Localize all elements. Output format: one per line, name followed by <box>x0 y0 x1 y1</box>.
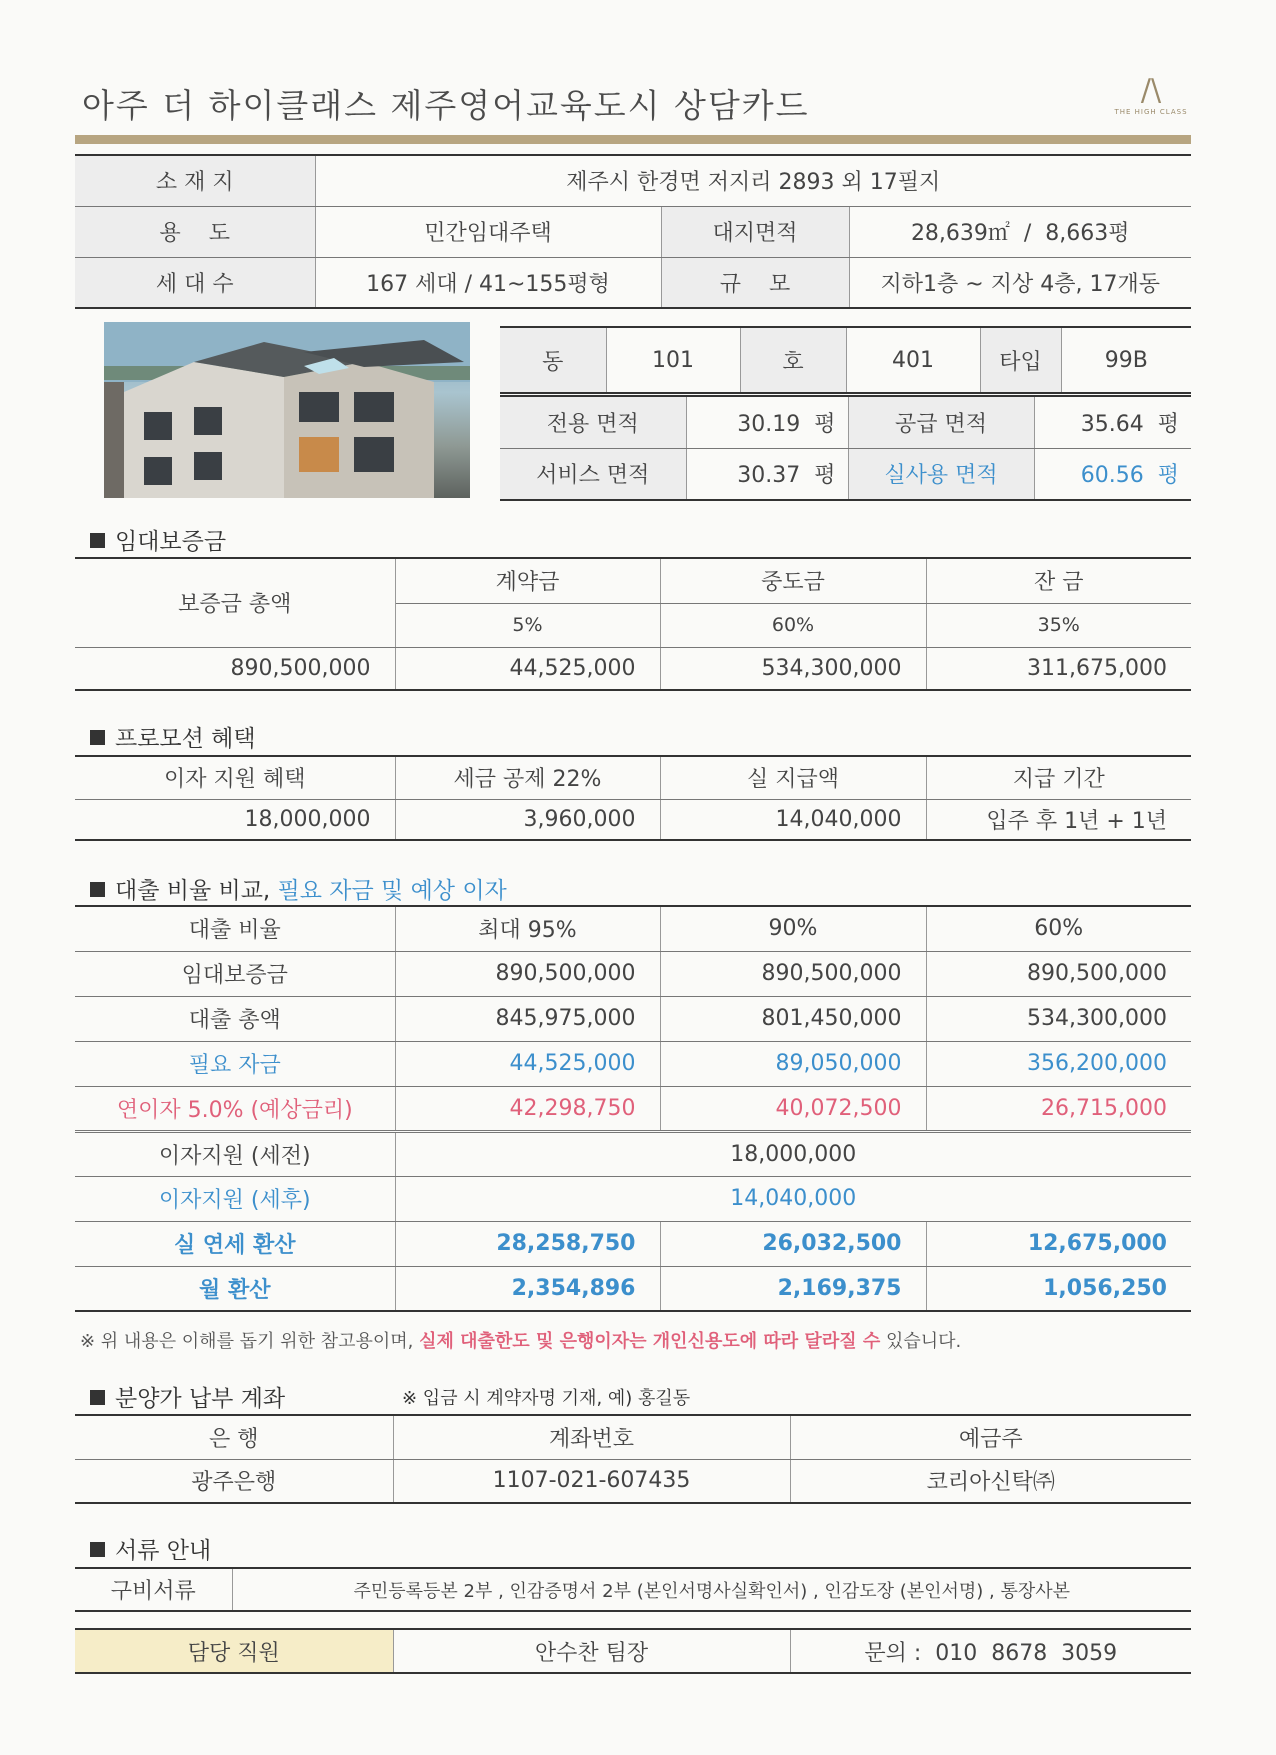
exclusive-area-value: 30.19 평 <box>686 396 848 448</box>
contract-pct: 5% <box>395 603 660 647</box>
promo-header-1: 이자 지원 혜택 <box>75 756 395 799</box>
loan-total-3: 534,300,000 <box>926 996 1191 1041</box>
loan-total-1: 845,975,000 <box>395 996 660 1041</box>
loan-deposit-3: 890,500,000 <box>926 951 1191 996</box>
annual-interest-label: 연이자 5.0% (예상금리) <box>75 1086 395 1131</box>
contract-label: 계약금 <box>395 558 660 603</box>
promo-header-4: 지급 기간 <box>926 756 1191 799</box>
loan-table <box>75 905 1191 1312</box>
deposit-total-value: 890,500,000 <box>75 647 395 690</box>
units-label: 세 대 수 <box>75 257 315 308</box>
logo-mark-icon: /\ <box>1140 73 1162 108</box>
annual-rent-1: 28,258,750 <box>395 1221 660 1266</box>
loan-ratio-label: 대출 비율 <box>75 906 395 951</box>
promo-value-1: 18,000,000 <box>75 799 395 840</box>
units-value: 167 세대 / 41~155평형 <box>315 257 661 308</box>
annual-rent-3: 12,675,000 <box>926 1221 1191 1266</box>
account-section-note: ※ 입금 시 계약자명 기재, 예) 홍길동 <box>402 1388 691 1409</box>
account-number-value: 1107-021-607435 <box>393 1459 790 1503</box>
support-post-label: 이자지원 (세후) <box>75 1176 395 1221</box>
supply-area-label: 공급 면적 <box>848 396 1034 448</box>
building-illustration <box>104 322 470 498</box>
brand-logo <box>1108 74 1194 124</box>
location-value: 제주시 한경면 저지리 2893 외 17필지 <box>315 155 1191 206</box>
bank-value: 광주은행 <box>75 1459 393 1503</box>
loan-deposit-2: 890,500,000 <box>660 951 926 996</box>
service-area-value: 30.37 평 <box>686 448 848 500</box>
promo-section-title: 프로모션 혜택 <box>90 720 256 753</box>
property-info-table <box>75 154 1191 309</box>
loan-section-title: 대출 비율 비교, 필요 자금 및 예상 이자 <box>90 872 507 905</box>
ho-label: 호 <box>740 327 846 393</box>
loan-ratio-1: 최대 95% <box>395 906 660 951</box>
bullet-square-icon <box>90 1390 105 1405</box>
bullet-square-icon <box>90 533 105 548</box>
support-pre-value: 18,000,000 <box>395 1131 1191 1176</box>
loan-deposit-1: 890,500,000 <box>395 951 660 996</box>
land-area-label: 대지면적 <box>661 206 849 257</box>
required-funds-1: 44,525,000 <box>395 1041 660 1086</box>
scale-label: 규 모 <box>661 257 849 308</box>
deposit-table <box>75 557 1191 691</box>
title-divider <box>75 135 1191 144</box>
staff-label: 담당 직원 <box>75 1629 393 1673</box>
dong-label: 동 <box>500 327 606 393</box>
monthly-rent-2: 2,169,375 <box>660 1266 926 1311</box>
promo-header-2: 세금 공제 22% <box>395 756 660 799</box>
account-section-title: 분양가 납부 계좌 <box>90 1380 285 1413</box>
type-label: 타입 <box>980 327 1061 393</box>
bullet-square-icon <box>90 882 105 897</box>
actual-area-value: 60.56 평 <box>1034 448 1191 500</box>
balance-label: 잔 금 <box>926 558 1191 603</box>
logo-wordmark: THE HIGH CLASS <box>1114 108 1188 116</box>
loan-deposit-label: 임대보증금 <box>75 951 395 996</box>
account-table <box>75 1414 1191 1504</box>
loan-ratio-2: 90% <box>660 906 926 951</box>
use-label: 용 도 <box>75 206 315 257</box>
support-post-value: 14,040,000 <box>395 1176 1191 1221</box>
docs-label: 구비서류 <box>75 1568 232 1611</box>
promo-value-3: 14,040,000 <box>660 799 926 840</box>
middle-value: 534,300,000 <box>660 647 926 690</box>
staff-name: 안수찬 팀장 <box>393 1629 790 1673</box>
deposit-total-label: 보증금 총액 <box>75 558 395 647</box>
docs-section-title: 서류 안내 <box>90 1532 211 1565</box>
promo-header-3: 실 지급액 <box>660 756 926 799</box>
account-number-label: 계좌번호 <box>393 1415 790 1459</box>
balance-value: 311,675,000 <box>926 647 1191 690</box>
balance-pct: 35% <box>926 603 1191 647</box>
staff-table <box>75 1628 1191 1674</box>
deposit-section-title: 임대보증금 <box>90 523 226 556</box>
docs-table <box>75 1567 1191 1612</box>
unit-info-table <box>500 326 1191 394</box>
exclusive-area-label: 전용 면적 <box>500 396 686 448</box>
required-funds-2: 89,050,000 <box>660 1041 926 1086</box>
contract-value: 44,525,000 <box>395 647 660 690</box>
promo-value-4: 입주 후 1년 + 1년 <box>926 799 1191 840</box>
support-pre-label: 이자지원 (세전) <box>75 1131 395 1176</box>
staff-contact: 문의 : 010 8678 3059 <box>790 1629 1191 1673</box>
docs-value: 주민등록등본 2부 , 인감증명서 2부 (본인서명사실확인서) , 인감도장 (본인서명) , 통장사본 <box>232 1568 1191 1611</box>
type-value: 99B <box>1061 327 1191 393</box>
land-area-value: 28,639㎡ / 8,663평 <box>849 206 1191 257</box>
dong-value: 101 <box>606 327 740 393</box>
scale-value: 지하1층 ~ 지상 4층, 17개동 <box>849 257 1191 308</box>
building-photo <box>104 322 470 498</box>
monthly-rent-3: 1,056,250 <box>926 1266 1191 1311</box>
middle-pct: 60% <box>660 603 926 647</box>
disclaimer-note: ※ 위 내용은 이해를 돕기 위한 참고용이며, 실제 대출한도 및 은행이자는 개인신용도에 따라 달라질 수 있습니다. <box>80 1331 962 1352</box>
bullet-square-icon <box>90 1542 105 1557</box>
middle-label: 중도금 <box>660 558 926 603</box>
required-funds-3: 356,200,000 <box>926 1041 1191 1086</box>
required-funds-label: 필요 자금 <box>75 1041 395 1086</box>
bullet-square-icon <box>90 730 105 745</box>
annual-interest-1: 42,298,750 <box>395 1086 660 1131</box>
ho-value: 401 <box>846 327 980 393</box>
promo-table <box>75 755 1191 841</box>
account-holder-label: 예금주 <box>790 1415 1191 1459</box>
annual-rent-label: 실 연세 환산 <box>75 1221 395 1266</box>
bank-label: 은 행 <box>75 1415 393 1459</box>
promo-value-2: 3,960,000 <box>395 799 660 840</box>
service-area-label: 서비스 면적 <box>500 448 686 500</box>
loan-total-2: 801,450,000 <box>660 996 926 1041</box>
area-table <box>500 395 1191 501</box>
annual-rent-2: 26,032,500 <box>660 1221 926 1266</box>
use-value: 민간임대주택 <box>315 206 661 257</box>
annual-interest-3: 26,715,000 <box>926 1086 1191 1131</box>
account-holder-value: 코리아신탁㈜ <box>790 1459 1191 1503</box>
monthly-rent-label: 월 환산 <box>75 1266 395 1311</box>
loan-total-label: 대출 총액 <box>75 996 395 1041</box>
loan-ratio-3: 60% <box>926 906 1191 951</box>
actual-area-label: 실사용 면적 <box>848 448 1034 500</box>
location-label: 소 재 지 <box>75 155 315 206</box>
page-title: 아주 더 하이클래스 제주영어교육도시 상담카드 <box>82 86 810 125</box>
monthly-rent-1: 2,354,896 <box>395 1266 660 1311</box>
supply-area-value: 35.64 평 <box>1034 396 1191 448</box>
annual-interest-2: 40,072,500 <box>660 1086 926 1131</box>
